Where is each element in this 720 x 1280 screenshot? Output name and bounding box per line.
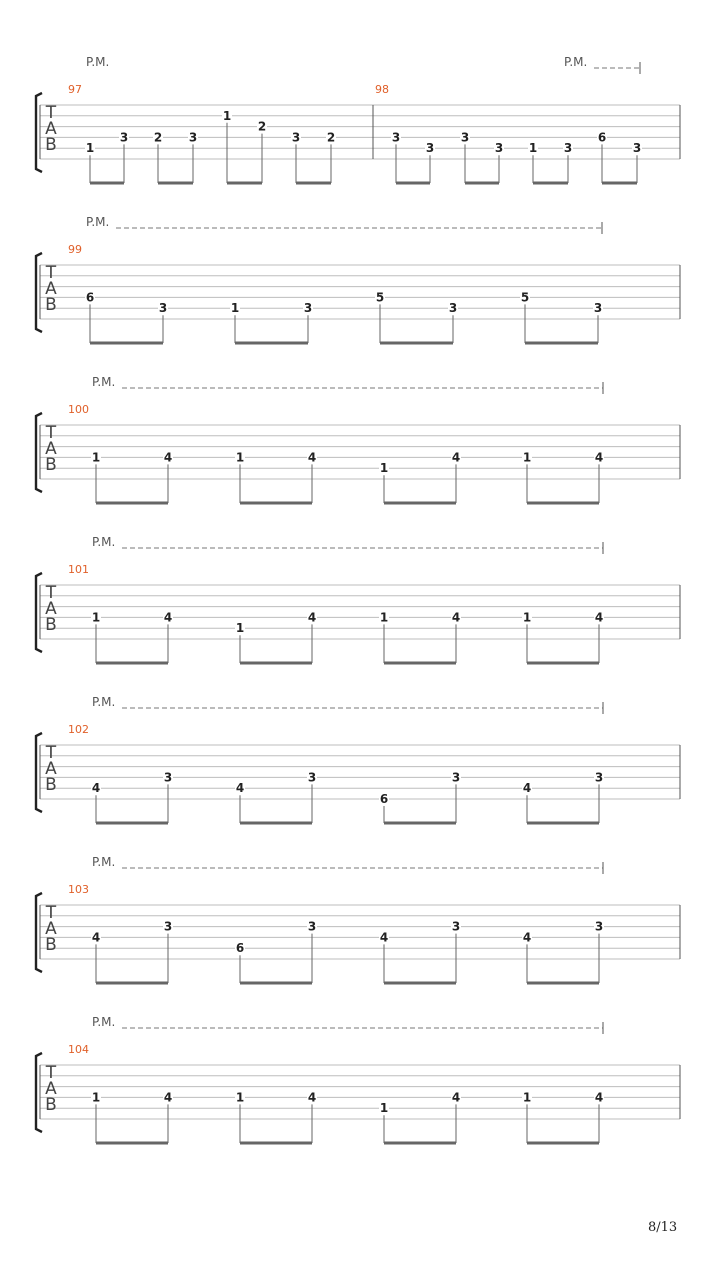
fret-number: 4 <box>163 610 173 625</box>
fret-number: 4 <box>91 781 101 796</box>
tab-clef-letter: B <box>45 455 57 475</box>
tab-clef-letter: B <box>45 615 57 635</box>
fret-number: 4 <box>451 450 461 465</box>
palm-mute-label: P.M. <box>86 55 110 69</box>
fret-number: 4 <box>451 610 461 625</box>
palm-mute-label: P.M. <box>92 535 116 549</box>
bar-number: 103 <box>68 883 89 896</box>
palm-mute-label: P.M. <box>564 55 588 69</box>
tab-clef-letter: B <box>45 295 57 315</box>
fret-number: 1 <box>91 1090 101 1105</box>
fret-number: 1 <box>528 141 538 156</box>
fret-number: 3 <box>158 301 168 316</box>
fret-number: 6 <box>597 130 607 145</box>
tab-clef-letter: B <box>45 935 57 955</box>
fret-number: 1 <box>235 1090 245 1105</box>
tab-clef-letter: A <box>45 759 57 779</box>
page-number: 8/13 <box>648 1220 678 1235</box>
tab-clef-letter: T <box>45 1063 57 1083</box>
palm-mute-label: P.M. <box>92 1015 116 1029</box>
fret-number: 3 <box>494 141 504 156</box>
fret-number: 3 <box>119 130 129 145</box>
fret-number: 4 <box>379 930 389 945</box>
fret-number: 1 <box>379 461 389 476</box>
bar-number: 101 <box>68 563 89 576</box>
tab-clef-letter: A <box>45 1079 57 1099</box>
fret-number: 2 <box>326 130 336 145</box>
bar-number: 104 <box>68 1043 89 1056</box>
fret-number: 1 <box>379 610 389 625</box>
palm-mute-label: P.M. <box>92 375 116 389</box>
tab-clef-letter: A <box>45 439 57 459</box>
fret-number: 4 <box>235 781 245 796</box>
fret-number: 3 <box>425 141 435 156</box>
fret-number: 1 <box>522 610 532 625</box>
fret-number: 3 <box>460 130 470 145</box>
fret-number: 1 <box>379 1101 389 1116</box>
fret-number: 3 <box>451 770 461 785</box>
fret-number: 3 <box>563 141 573 156</box>
fret-number: 3 <box>307 770 317 785</box>
fret-number: 4 <box>163 450 173 465</box>
tab-clef-letter: B <box>45 1095 57 1115</box>
fret-number: 3 <box>391 130 401 145</box>
palm-mute-label: P.M. <box>92 695 116 709</box>
tab-clef-letter: A <box>45 279 57 299</box>
fret-number: 3 <box>307 919 317 934</box>
fret-number: 3 <box>632 141 642 156</box>
fret-number: 3 <box>448 301 458 316</box>
fret-number: 5 <box>375 290 385 305</box>
fret-number: 3 <box>188 130 198 145</box>
palm-mute-label: P.M. <box>86 215 110 229</box>
fret-number: 4 <box>307 450 317 465</box>
fret-number: 4 <box>594 610 604 625</box>
fret-number: 6 <box>379 792 389 806</box>
fret-number: 1 <box>91 610 101 625</box>
fret-number: 3 <box>594 770 604 785</box>
bar-number: 98 <box>375 83 389 96</box>
fret-number: 4 <box>307 610 317 625</box>
bar-number: 102 <box>68 723 89 736</box>
tab-clef-letter: B <box>45 135 57 155</box>
bar-number: 99 <box>68 243 82 256</box>
fret-number: 1 <box>230 301 240 316</box>
fret-number: 3 <box>303 301 313 316</box>
tab-clef-letter: T <box>45 583 57 603</box>
palm-mute-label: P.M. <box>92 855 116 869</box>
bar-number: 100 <box>68 403 89 416</box>
fret-number: 6 <box>235 941 245 956</box>
fret-number: 4 <box>91 930 101 945</box>
fret-number: 3 <box>451 919 461 934</box>
tab-clef-letter: T <box>45 263 57 283</box>
fret-number: 1 <box>522 450 532 465</box>
fret-number: 2 <box>257 119 267 134</box>
fret-number: 4 <box>522 930 532 945</box>
fret-number: 4 <box>594 450 604 465</box>
tab-clef-letter: A <box>45 919 57 939</box>
fret-number: 2 <box>153 130 163 145</box>
fret-number: 3 <box>291 130 301 145</box>
fret-number: 4 <box>163 1090 173 1105</box>
tab-clef-letter: T <box>45 743 57 763</box>
fret-number: 3 <box>594 919 604 934</box>
tab-clef-letter: T <box>45 103 57 123</box>
tab-clef-letter: A <box>45 599 57 619</box>
fret-number: 1 <box>222 108 232 123</box>
fret-number: 4 <box>594 1090 604 1105</box>
fret-number: 3 <box>163 919 173 934</box>
tab-clef-letter: T <box>45 423 57 443</box>
tab-clef-letter: A <box>45 119 57 139</box>
fret-number: 1 <box>522 1090 532 1105</box>
fret-number: 4 <box>307 1090 317 1105</box>
fret-number: 1 <box>235 450 245 465</box>
fret-number: 4 <box>451 1090 461 1105</box>
fret-number: 1 <box>91 450 101 465</box>
bar-number: 97 <box>68 83 82 96</box>
tab-clef-letter: B <box>45 775 57 795</box>
fret-number: 1 <box>85 141 95 156</box>
fret-number: 6 <box>85 290 95 305</box>
fret-number: 3 <box>593 301 603 316</box>
fret-number: 1 <box>235 621 245 636</box>
fret-number: 3 <box>163 770 173 785</box>
fret-number: 5 <box>520 290 530 305</box>
tab-clef-letter: T <box>45 903 57 923</box>
fret-number: 4 <box>522 781 532 796</box>
